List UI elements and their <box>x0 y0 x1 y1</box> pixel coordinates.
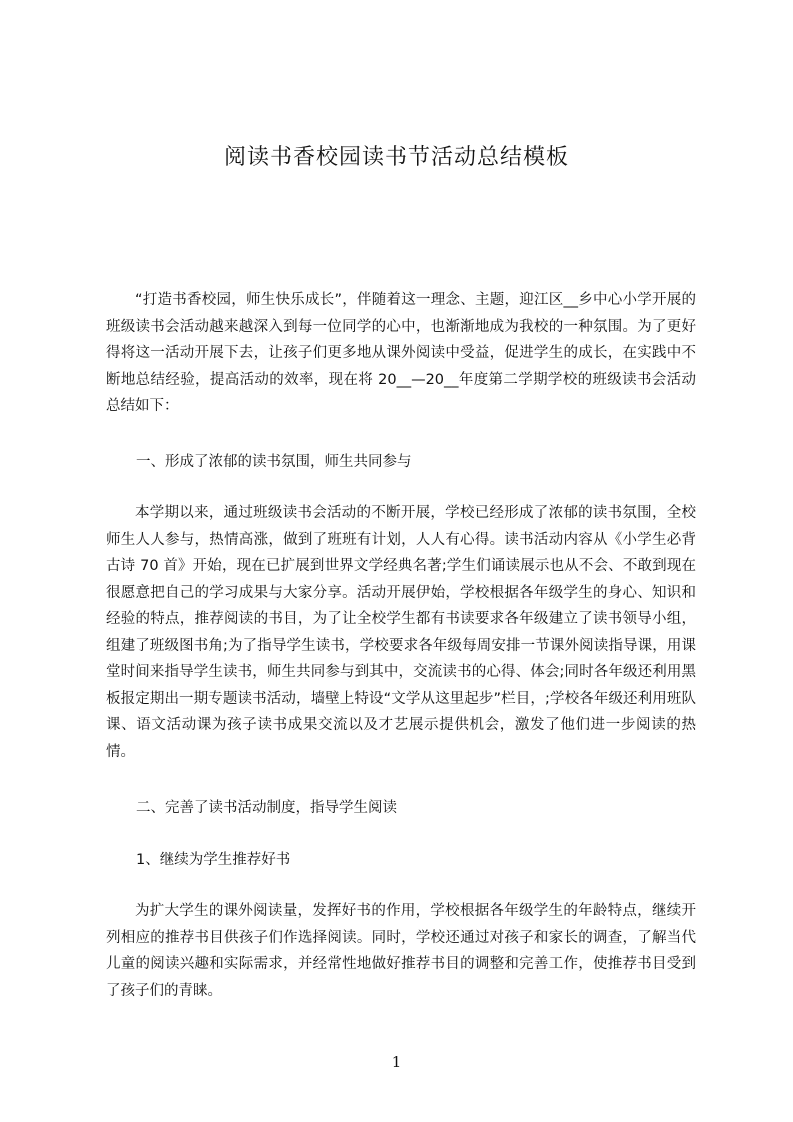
section-1-paragraph: 本学期以来，通过班级读书会活动的不断开展，学校已经形成了浓郁的读书氛围，全校师生人人参与，热情高涨，做到了班班有计划，人人有心得。读书活动内容从《小学生必背古诗 70 首》开始，现在已扩展到世界文学经典名著;学生们诵读展示也从不会、不敢到现在很愿意把自己的学习成果与大家分享。活动开展伊始，学校根据各年级学生的身心、知识和经验的特点，推荐阅读的书目，为了让全校学生都有书读要求各年级建立了读书领导小组，组建了班级图书角;为了指导学生读书，学校要求各年级每周安排一节课外阅读指导课，用课堂时间来指导学生读书，师生共同参与到其中，交流读书的心得、体会;同时各年级还利用黑板报定期出一期专题读书活动，墙壁上特设“文学从这里起步”栏目，;学校各年级还利用班队课、语文活动课为孩子读书成果交流以及才艺展示提供机会，激发了他们进一步阅读的热情。 <box>106 505 696 760</box>
document-title: 阅读书香校园读书节活动总结模板 <box>223 145 569 170</box>
subsection-1-heading: 1、继续为学生推荐好书 <box>136 852 291 868</box>
subsection-1-paragraph: 为扩大学生的课外阅读量，发挥好书的作用，学校根据各年级学生的年龄特点，继续开列相应的推荐书目供孩子们作选择阅读。同时，学校还通过对孩子和家长的调查，了解当代儿童的阅读兴趣和实际需求，并经常性地做好推荐书目的调整和完善工作，使推荐书目受到了孩子们的青睐。 <box>106 903 696 999</box>
section-2-heading: 二、完善了读书活动制度，指导学生阅读 <box>136 800 397 816</box>
section-1-heading: 一、形成了浓郁的读书氛围，师生共同参与 <box>136 454 412 470</box>
intro-paragraph: “打造书香校园，师生快乐成长”，伴随着这一理念、主题，迎江区__乡中心小学开展的班级读书会活动越来越深入到每一位同学的心中，也渐渐地成为我校的一种氛围。为了更好得将这一活动开展下去，让孩子们更多地从课外阅读中受益，促进学生的成长，在实践中不断地总结经验，提高活动的效率，现在将 20__—20__年度第二学期学校的班级读书会活动总结如下： <box>106 292 696 414</box>
page-number: 1 <box>391 1053 402 1071</box>
